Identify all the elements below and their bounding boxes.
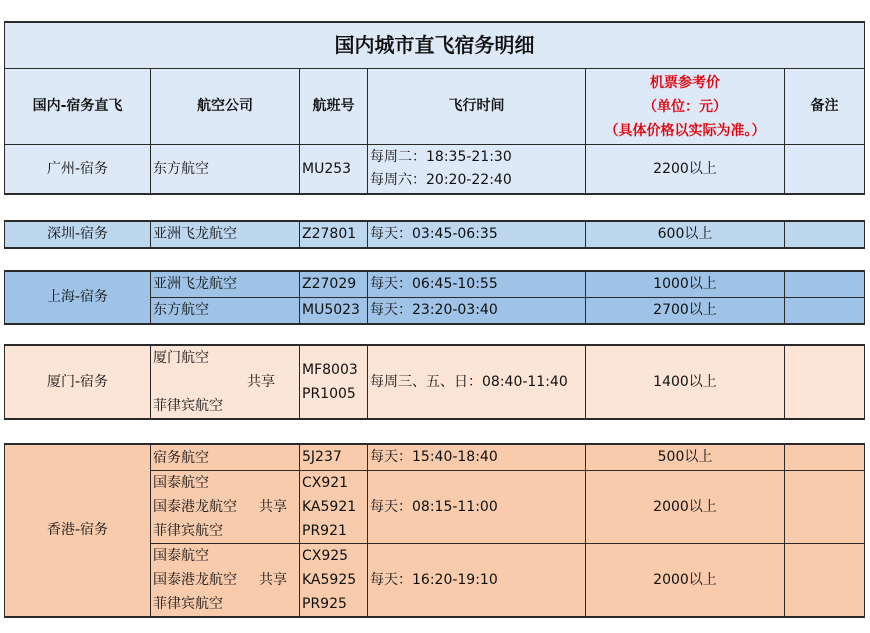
note-cell	[785, 271, 865, 298]
airline-cell	[151, 471, 300, 544]
route-xiamen: 厦门-宿务	[5, 345, 151, 419]
airline-line: 国泰航空	[153, 475, 209, 491]
route-shanghai: 上海-宿务	[5, 271, 151, 324]
time-cell: 每天：03:45-06:35	[368, 221, 586, 248]
flight-cell: 5J237	[300, 444, 368, 471]
flight-line: PR921	[302, 523, 347, 539]
price-cell: 1400以上	[586, 345, 785, 419]
time-line: 每周六：20:20-22:40	[370, 172, 512, 188]
airline-cell: 东方航空	[151, 298, 300, 325]
time-cell	[368, 145, 586, 195]
time-cell: 每天：06:45-10:55	[368, 271, 586, 298]
time-cell: 每天：23:20-03:40	[368, 298, 586, 325]
flight-cell: MU5023	[300, 298, 368, 325]
flight-cell: MU253	[300, 145, 368, 195]
flight-line: KA5921	[302, 499, 357, 515]
time-cell: 每天：16:20-19:10	[368, 544, 586, 618]
note-cell	[785, 221, 865, 248]
note-cell	[785, 544, 865, 618]
price-cell: 2200以上	[586, 145, 785, 195]
note-cell	[785, 345, 865, 419]
time-line: 每周二：18:35-21:30	[370, 149, 512, 165]
header-price	[586, 69, 785, 145]
header-note: 备注	[785, 69, 865, 145]
header-price-line1: 机票参考价	[650, 74, 720, 91]
airline-line: 菲律宾航空	[153, 523, 223, 539]
share-label: 共享	[259, 499, 287, 515]
share-label: 共享	[259, 572, 287, 588]
flight-cell	[300, 345, 368, 419]
flight-cell	[300, 544, 368, 618]
note-cell	[785, 298, 865, 325]
airline-share-line	[153, 568, 297, 592]
airline-cell	[151, 544, 300, 618]
header-route: 国内-宿务直飞	[5, 69, 151, 145]
airline-line: 国泰港龙航空	[153, 499, 237, 515]
airline-line: 厦门航空	[153, 350, 209, 366]
flight-line: PR1005	[302, 386, 356, 402]
flight-cell: Z27801	[300, 221, 368, 248]
note-cell	[785, 444, 865, 471]
price-cell: 1000以上	[586, 271, 785, 298]
header-airline: 航空公司	[151, 69, 300, 145]
airline-line: 菲律宾航空	[153, 596, 223, 612]
note-cell	[785, 471, 865, 544]
flight-cell: Z27029	[300, 271, 368, 298]
price-cell: 500以上	[586, 444, 785, 471]
shanghai-table	[4, 270, 865, 325]
shenzhen-table	[4, 220, 865, 249]
time-cell: 每天：08:15-11:00	[368, 471, 586, 544]
price-cell: 2700以上	[586, 298, 785, 325]
airline-line: 菲律宾航空	[153, 398, 223, 414]
header-flight: 航班号	[300, 69, 368, 145]
price-cell: 2000以上	[586, 471, 785, 544]
xiamen-table	[4, 344, 865, 420]
airline-cell: 宿务航空	[151, 444, 300, 471]
airline-share-line	[153, 495, 297, 519]
airline-cell: 亚洲飞龙航空	[151, 271, 300, 298]
airline-cell: 东方航空	[151, 145, 300, 195]
flight-line: CX925	[302, 548, 349, 564]
airline-line: 国泰航空	[153, 548, 209, 564]
route-hongkong: 香港-宿务	[5, 444, 151, 617]
price-cell: 600以上	[586, 221, 785, 248]
route-shenzhen: 深圳-宿务	[5, 221, 151, 248]
time-cell: 每天：15:40-18:40	[368, 444, 586, 471]
page-title: 国内城市直飞宿务明细	[5, 22, 865, 69]
flight-cell	[300, 471, 368, 544]
flight-line: CX921	[302, 475, 349, 491]
header-time: 飞行时间	[368, 69, 586, 145]
time-cell: 每周三、五、日：08:40-11:40	[368, 345, 586, 419]
flight-line: PR925	[302, 596, 347, 612]
header-table	[4, 21, 865, 195]
route-guangzhou: 广州-宿务	[5, 145, 151, 195]
airline-cell: 亚洲飞龙航空	[151, 221, 300, 248]
hongkong-table	[4, 443, 865, 618]
note-cell	[785, 145, 865, 195]
flight-line: MF8003	[302, 362, 358, 378]
header-price-line3: （具体价格以实际为准。）	[604, 122, 766, 139]
header-price-line2: （单位：元）	[643, 98, 727, 115]
airline-line: 国泰港龙航空	[153, 572, 237, 588]
share-label: 共享	[247, 374, 275, 390]
price-cell: 2000以上	[586, 544, 785, 618]
flight-line: KA5925	[302, 572, 357, 588]
airline-cell	[151, 345, 300, 419]
